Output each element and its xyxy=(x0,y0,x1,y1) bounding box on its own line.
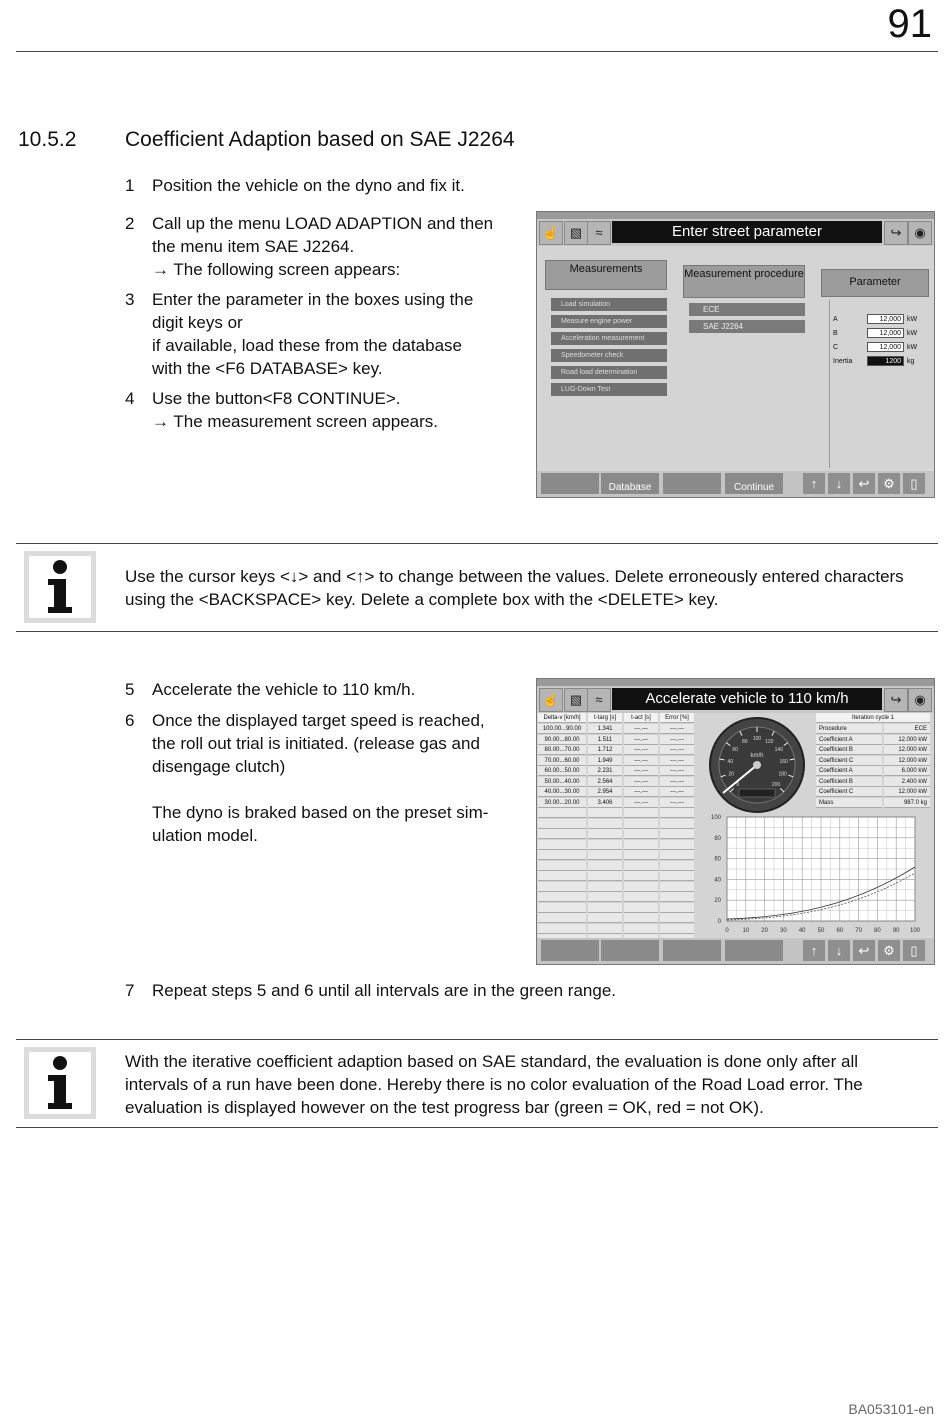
screenshot-accelerate xyxy=(536,678,935,965)
table-cell: 90.00...80.00 xyxy=(538,735,586,745)
x-tick-label: 10 xyxy=(742,928,750,934)
coefficient-value: 12.000 kW xyxy=(884,735,930,745)
empty-table-cell xyxy=(660,913,694,923)
f7-icon[interactable]: ↪ xyxy=(884,221,908,245)
coefficient-label: Coefficient A xyxy=(816,766,882,776)
empty-table-cell xyxy=(624,903,658,913)
fkey-7[interactable] xyxy=(663,940,721,961)
car-icon[interactable]: ▧ xyxy=(564,688,588,712)
procedure-ece[interactable]: ECE xyxy=(689,303,805,316)
tools-icon[interactable]: ⚙ xyxy=(878,940,900,961)
table-cell: ---.--- xyxy=(660,756,694,766)
return-icon[interactable]: ↩ xyxy=(853,473,875,494)
hand-icon[interactable]: ☝ xyxy=(539,688,563,712)
table-cell: ---.--- xyxy=(660,745,694,755)
gauge-tick-label: 140 xyxy=(774,747,784,754)
info-glyph xyxy=(40,1055,80,1111)
empty-table-cell xyxy=(588,882,622,892)
gauge-tick-label: 80 xyxy=(741,738,748,745)
table-cell: 80.00...70.00 xyxy=(538,745,586,755)
note-rule-bottom xyxy=(16,631,938,632)
empty-table-cell xyxy=(660,808,694,818)
empty-table-cell xyxy=(624,924,658,934)
fkey-5[interactable] xyxy=(541,473,599,494)
table-cell: ---.--- xyxy=(624,735,658,745)
note-rule-top xyxy=(16,543,938,544)
gauge-tick-label: 160 xyxy=(779,758,788,765)
table-cell: 70.00...60.00 xyxy=(538,756,586,766)
empty-table-cell xyxy=(624,850,658,860)
table-cell: ---.--- xyxy=(624,766,658,776)
param-c-field[interactable]: 12,000 xyxy=(867,342,904,352)
param-c: C 12,000 kW xyxy=(833,344,918,351)
table-cell: ---.--- xyxy=(624,724,658,734)
col-header-t-act: t-act [s] xyxy=(624,713,658,723)
menu-item-acceleration[interactable]: Acceleration measurement xyxy=(551,332,667,345)
x-tick-label: 40 xyxy=(798,928,806,934)
car-icon[interactable]: ▧ xyxy=(564,221,588,245)
gauge-tick-label: 40 xyxy=(727,758,734,765)
x-tick-label: 20 xyxy=(761,928,768,934)
document-id: BA053101-en xyxy=(848,1401,934,1417)
empty-table-cell xyxy=(588,913,622,923)
f8-icon[interactable]: ◉ xyxy=(908,688,932,712)
x-tick-label: 80 xyxy=(874,928,881,934)
measurements-button[interactable]: Measurements xyxy=(545,260,667,290)
param-a-field[interactable]: 12,000 xyxy=(867,314,904,324)
gauge-tick-label: 200 xyxy=(771,782,781,789)
up-arrow-icon[interactable]: ↑ xyxy=(803,940,825,961)
coefficient-value: 987.0 kg xyxy=(884,798,930,808)
coefficient-label: Coefficient A xyxy=(816,735,882,745)
info-glyph xyxy=(40,559,80,615)
note2-rule-bottom xyxy=(16,1127,938,1128)
x-tick-label: 30 xyxy=(780,928,787,934)
coefficient-value: 2.400 kW xyxy=(884,777,930,787)
x-tick-label: 70 xyxy=(855,928,862,934)
function-key-bar xyxy=(537,471,934,497)
divider xyxy=(829,300,830,468)
coefficient-label: Mass xyxy=(816,798,882,808)
exit-icon[interactable]: ▯ xyxy=(903,940,925,961)
page-number: 91 xyxy=(887,2,932,46)
empty-table-cell xyxy=(624,871,658,881)
table-cell: 60.00...50.00 xyxy=(538,766,586,776)
empty-table-cell xyxy=(660,819,694,829)
note-cursor-keys: Use the cursor keys <↓> and <↑> to change between the values. Delete erroneously entered characters using the <BACKSPACE> key. Delete a complete box with the <DELETE> key. xyxy=(125,567,904,609)
empty-table-cell xyxy=(660,882,694,892)
empty-table-cell xyxy=(624,819,658,829)
coefficient-label: Coefficient B xyxy=(816,745,882,755)
coefficient-value: 6.000 kW xyxy=(884,766,930,776)
info-icon xyxy=(24,1047,96,1119)
menu-item-lug-down[interactable]: LUG-Down Test xyxy=(551,383,667,396)
coefficient-value: 12.000 kW xyxy=(884,787,930,797)
y-tick-label: 80 xyxy=(714,835,721,842)
empty-table-cell xyxy=(538,840,586,850)
note2-rule-top xyxy=(16,1039,938,1040)
coefficient-value: ECE xyxy=(884,724,930,734)
menu-item-road-load[interactable]: Road load determination xyxy=(551,366,667,379)
coefficient-value: 12.000 kW xyxy=(884,745,930,755)
tools-icon[interactable]: ⚙ xyxy=(878,473,900,494)
empty-table-cell xyxy=(538,892,586,902)
empty-table-cell xyxy=(660,871,694,881)
param-b-field[interactable]: 12,000 xyxy=(867,328,904,338)
empty-table-cell xyxy=(538,882,586,892)
empty-table-cell xyxy=(660,892,694,902)
window-titlebar xyxy=(537,679,934,686)
empty-table-cell xyxy=(624,892,658,902)
x-tick-label: 100 xyxy=(909,928,921,934)
gauge-tick-label: 100 xyxy=(752,736,762,742)
table-cell: 2.564 xyxy=(588,777,622,787)
col-header-t-targ: t-targ [s] xyxy=(588,713,622,723)
empty-table-cell xyxy=(538,871,586,881)
menu-item-load-simulation[interactable]: Load simulation xyxy=(551,298,667,311)
empty-table-cell xyxy=(660,903,694,913)
down-arrow-icon[interactable]: ↓ xyxy=(828,940,850,961)
screen-toolbar xyxy=(537,686,934,713)
empty-table-cell xyxy=(624,913,658,923)
empty-table-cell xyxy=(588,850,622,860)
x-tick-label: 0 xyxy=(725,928,729,934)
table-cell: 2.231 xyxy=(588,766,622,776)
iteration-label: Iteration cycle 1 xyxy=(816,713,930,723)
empty-table-cell xyxy=(660,850,694,860)
coefficient-label: Procedure xyxy=(816,724,882,734)
coefficient-value: 12.000 kW xyxy=(884,756,930,766)
empty-table-cell xyxy=(588,892,622,902)
x-tick-label: 60 xyxy=(836,928,844,934)
f7-icon[interactable]: ↪ xyxy=(884,688,908,712)
coefficient-label: Coefficient B xyxy=(816,777,882,787)
gauge-tick-label: 60 xyxy=(732,747,738,754)
empty-table-cell xyxy=(624,808,658,818)
section-title: Coefficient Adaption based on SAE J2264 xyxy=(125,128,515,151)
table-cell: 1.341 xyxy=(588,724,622,734)
speed-gauge xyxy=(705,715,809,815)
empty-table-cell xyxy=(624,861,658,871)
empty-table-cell xyxy=(588,840,622,850)
empty-table-cell xyxy=(538,829,586,839)
continue-button[interactable]: Continue xyxy=(725,473,783,494)
f8-icon[interactable]: ◉ xyxy=(908,221,932,245)
empty-table-cell xyxy=(588,871,622,881)
database-button[interactable]: Database xyxy=(601,473,659,494)
empty-table-cell xyxy=(660,829,694,839)
table-cell: 2.954 xyxy=(588,787,622,797)
table-cell: ---.--- xyxy=(624,756,658,766)
screen-body xyxy=(537,246,934,470)
table-cell: 100.00...90.00 xyxy=(538,724,586,734)
rolldown-chart xyxy=(701,811,933,937)
y-tick-label: 100 xyxy=(710,815,721,821)
gauge-tick-label: 120 xyxy=(765,738,774,745)
y-tick-label: 0 xyxy=(717,919,721,925)
param-b: B 12,000 kW xyxy=(833,330,918,337)
function-key-bar xyxy=(537,938,934,964)
fkey-8[interactable] xyxy=(725,940,783,961)
x-tick-label: 90 xyxy=(892,928,900,934)
parameter-button[interactable]: Parameter xyxy=(821,269,929,297)
col-header-error: Error [%] xyxy=(660,713,694,723)
table-cell: 1.949 xyxy=(588,756,622,766)
menu-item-measure-engine-power[interactable]: Measure engine power xyxy=(551,315,667,328)
screen-header: Enter street parameter xyxy=(612,221,882,243)
fkey-7[interactable] xyxy=(663,473,721,494)
y-tick-label: 60 xyxy=(714,856,721,863)
table-cell: ---.--- xyxy=(660,798,694,808)
gauge-tick-label: 180 xyxy=(778,771,787,778)
header-rule xyxy=(16,51,938,52)
gauge-tick-label: 0 xyxy=(736,782,740,789)
empty-table-cell xyxy=(660,840,694,850)
empty-table-cell xyxy=(660,861,694,871)
return-icon[interactable]: ↩ xyxy=(853,940,875,961)
table-cell: ---.--- xyxy=(660,787,694,797)
table-cell: 40.00...30.00 xyxy=(538,787,586,797)
info-icon xyxy=(24,551,96,623)
gauge-unit: km/h xyxy=(750,753,764,759)
empty-table-cell xyxy=(588,861,622,871)
menu-item-speedometer[interactable]: Speedometer check xyxy=(551,349,667,362)
fkey-6[interactable] xyxy=(601,940,659,961)
empty-table-cell xyxy=(538,808,586,818)
y-tick-label: 20 xyxy=(714,898,721,905)
empty-table-cell xyxy=(588,829,622,839)
table-cell: ---.--- xyxy=(660,777,694,787)
table-cell: 30.00...20.00 xyxy=(538,798,586,808)
empty-table-cell xyxy=(660,924,694,934)
kg-icon[interactable]: ≈ xyxy=(587,688,611,712)
table-cell: 1.511 xyxy=(588,735,622,745)
table-cell: 50.00...40.00 xyxy=(538,777,586,787)
param-a: A 12,000 kW xyxy=(833,316,918,323)
empty-table-cell xyxy=(538,903,586,913)
empty-table-cell xyxy=(624,882,658,892)
param-inertia: Inertia 1200 kg xyxy=(833,358,915,365)
empty-table-cell xyxy=(624,829,658,839)
x-tick-label: 50 xyxy=(817,928,825,934)
table-cell: ---.--- xyxy=(624,787,658,797)
note-evaluation: With the iterative coefficient adaption based on SAE standard, the evaluation is done only after all intervals of a run have been done. Hereby there is no color evaluation of the Road Load error. The evaluation is displayed however on the test progress bar (green = OK, red = not OK). xyxy=(125,1052,863,1117)
section-number: 10.5.2 xyxy=(18,128,77,151)
fkey-5[interactable] xyxy=(541,940,599,961)
empty-table-cell xyxy=(538,924,586,934)
empty-table-cell xyxy=(538,861,586,871)
table-cell: 1.712 xyxy=(588,745,622,755)
empty-table-cell xyxy=(538,819,586,829)
kg-icon[interactable]: ≈ xyxy=(587,221,611,245)
empty-table-cell xyxy=(538,913,586,923)
table-cell: ---.--- xyxy=(660,735,694,745)
table-cell: ---.--- xyxy=(624,745,658,755)
empty-table-cell xyxy=(588,903,622,913)
empty-table-cell xyxy=(624,840,658,850)
screen-header: Accelerate vehicle to 110 km/h xyxy=(612,688,882,710)
screenshot-street-parameter xyxy=(536,211,935,498)
coefficient-label: Coefficient C xyxy=(816,756,882,766)
procedure-sae[interactable]: SAE J2264 xyxy=(689,320,805,333)
empty-table-cell xyxy=(588,819,622,829)
window-titlebar xyxy=(537,212,934,219)
screen-body xyxy=(537,713,934,937)
col-header-delta-v: Delta-v [km/h] xyxy=(538,713,586,723)
exit-icon[interactable]: ▯ xyxy=(903,473,925,494)
table-cell: ---.--- xyxy=(660,724,694,734)
empty-table-cell xyxy=(538,850,586,860)
procedure-button[interactable]: Measurement procedure xyxy=(683,265,805,298)
gauge-tick-label: 20 xyxy=(728,771,735,778)
empty-table-cell xyxy=(588,924,622,934)
screen-toolbar xyxy=(537,219,934,246)
up-arrow-icon[interactable]: ↑ xyxy=(803,473,825,494)
table-cell: ---.--- xyxy=(624,777,658,787)
param-inertia-field[interactable]: 1200 xyxy=(867,356,904,366)
table-cell: 3.406 xyxy=(588,798,622,808)
empty-table-cell xyxy=(588,808,622,818)
coefficient-label: Coefficient C xyxy=(816,787,882,797)
down-arrow-icon[interactable]: ↓ xyxy=(828,473,850,494)
table-cell: ---.--- xyxy=(660,766,694,776)
hand-icon[interactable]: ☝ xyxy=(539,221,563,245)
y-tick-label: 40 xyxy=(714,877,721,884)
table-cell: ---.--- xyxy=(624,798,658,808)
